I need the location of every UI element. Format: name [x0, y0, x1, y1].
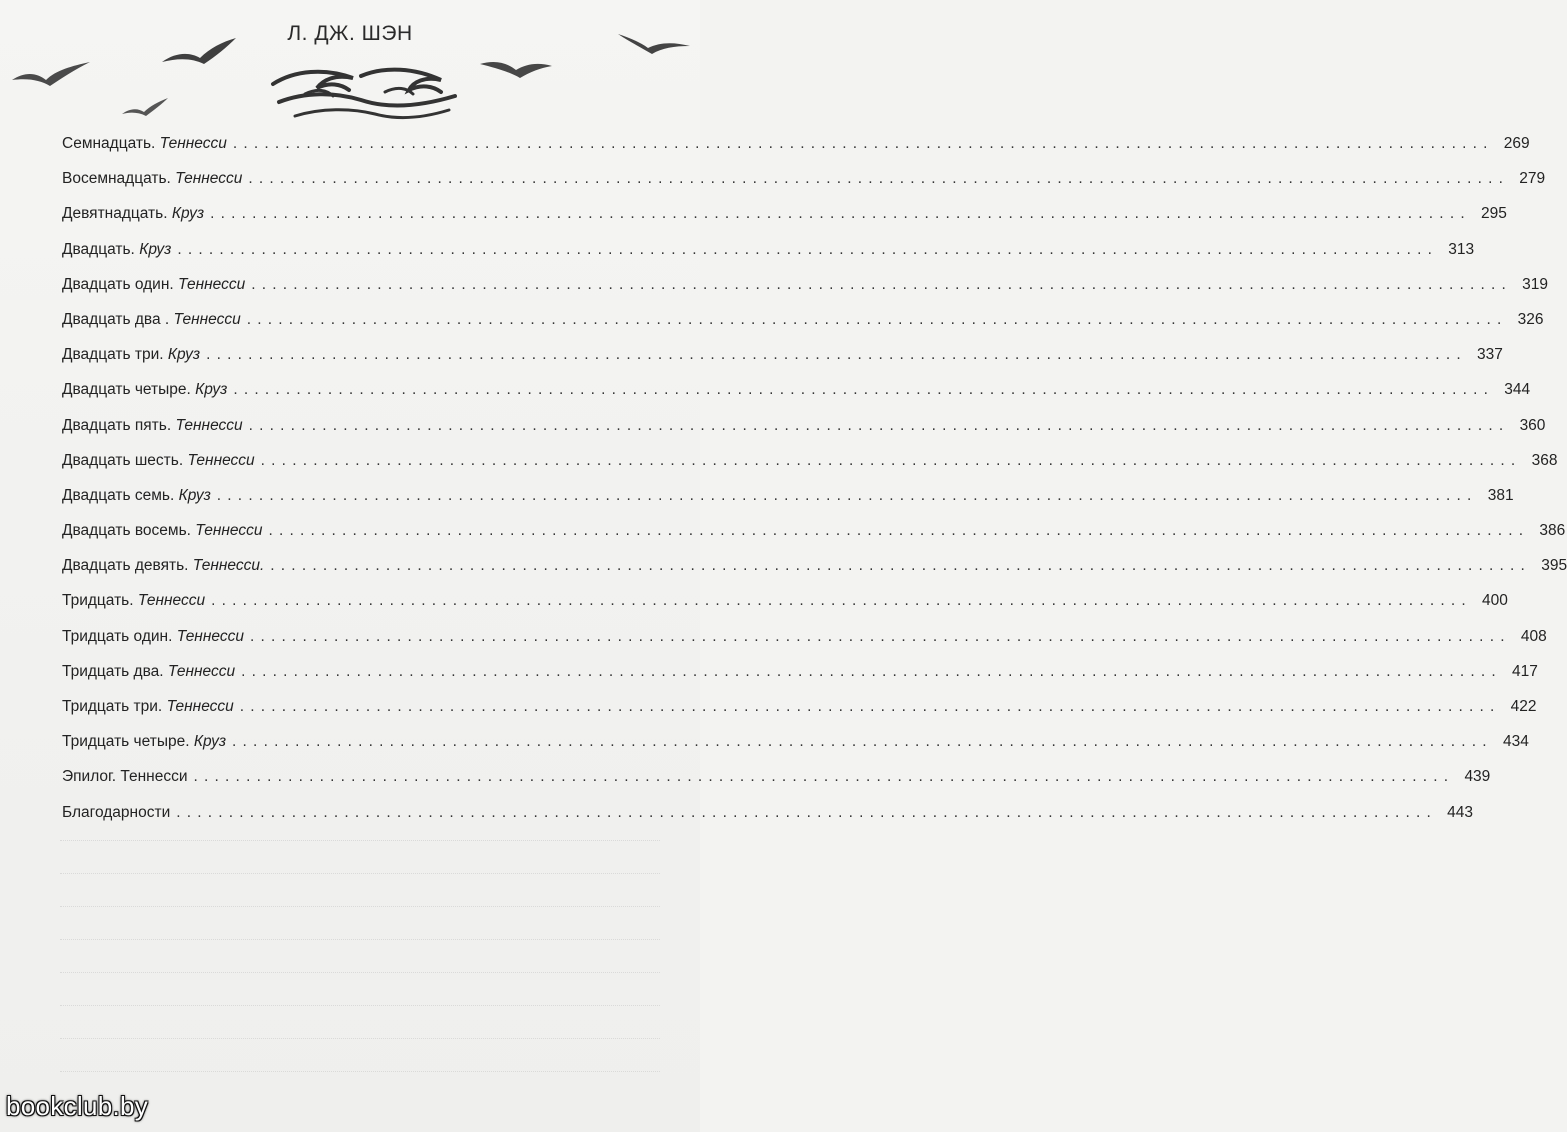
- toc-entry: [62, 343, 1503, 378]
- dot-leader: ........................................................................................................................: [233, 381, 1495, 399]
- dot-leader: ........................................................................................................................: [251, 275, 1513, 293]
- show-through-line: [60, 896, 660, 907]
- toc-entry-title: Двадцать четыре. Круз: [62, 381, 228, 399]
- toc-entry-narrator: Теннесси: [167, 662, 236, 680]
- seagull-icon: [10, 58, 92, 94]
- dot-leader: ........................................................................................................................: [211, 592, 1472, 610]
- toc-entry: [62, 554, 1567, 589]
- toc-entry-page: 386: [1539, 522, 1566, 540]
- toc-entry-title: Тридцать один. Теннесси: [62, 627, 244, 645]
- toc-entry-narrator: Теннесси.: [192, 557, 265, 575]
- toc-entry-page: 368: [1531, 451, 1558, 469]
- toc-entry-page: 344: [1504, 381, 1531, 399]
- toc-entry: [62, 625, 1547, 660]
- show-through-lines: [60, 830, 660, 1072]
- toc-entry-title: Двадцать семь. Круз: [62, 486, 211, 504]
- show-through-line: [60, 962, 660, 973]
- dot-leader: ........................................................................................................................: [248, 416, 1510, 434]
- toc-entry-title: Благодарности: [62, 803, 171, 821]
- dot-leader: ........................................................................................................................: [249, 627, 1511, 645]
- toc-entry-title: Двадцать девять. Теннесси.: [62, 557, 265, 575]
- toc-entry-page: 400: [1481, 592, 1508, 610]
- dot-leader: ........................................................................................................................: [177, 240, 1439, 258]
- toc-entry-page: 422: [1510, 698, 1537, 715]
- toc-entry-page: 360: [1519, 416, 1546, 434]
- toc-entry: [62, 449, 1558, 484]
- toc-entry-title: Двадцать пять. Теннесси: [62, 416, 243, 434]
- toc-entry: [62, 132, 1530, 167]
- dot-leader: ........................................................................................................................: [216, 486, 1478, 504]
- toc-entry-narrator: Круз: [139, 240, 172, 258]
- dot-leader: ........................................................................................................................: [270, 557, 1532, 575]
- dot-leader: ........................................................................................................................: [193, 768, 1455, 786]
- toc-entry: [62, 801, 1474, 836]
- toc-entry-narrator: Теннесси: [195, 522, 263, 540]
- toc-entry-narrator: Теннесси: [178, 275, 246, 293]
- running-header-author: Л. ДЖ. ШЭН: [287, 22, 413, 45]
- toc-entry: [62, 519, 1566, 554]
- toc-entry-title: Восемнадцать. Теннесси: [62, 170, 243, 188]
- toc-entry-narrator: Теннесси: [137, 592, 206, 610]
- toc-entry-narrator: Теннесси: [159, 135, 227, 152]
- toc-entry-page: 408: [1520, 627, 1547, 645]
- dot-leader: ........................................................................................................................: [260, 451, 1522, 469]
- watermark: bookclub.by: [6, 1091, 149, 1121]
- toc-entry-narrator: Круз: [171, 205, 205, 223]
- toc-entry: [62, 414, 1546, 449]
- toc-entry: [62, 730, 1529, 765]
- toc-entry-narrator: Теннесси: [175, 416, 243, 434]
- toc-entry-title: Двадцать два . Теннесси: [62, 310, 241, 328]
- toc-entry: [62, 378, 1531, 413]
- toc-entry-page: 319: [1522, 275, 1549, 293]
- toc-entry-page: 395: [1541, 557, 1567, 575]
- dot-leader: ........................................................................................................................: [239, 698, 1501, 715]
- toc-entry-narrator: Теннесси: [173, 310, 241, 328]
- toc-entry-page: 439: [1464, 768, 1491, 786]
- toc-entry-title: Тридцать три. Теннесси: [62, 698, 234, 715]
- toc-entry-page: 326: [1517, 310, 1544, 328]
- toc-entry-narrator: Круз: [195, 381, 228, 399]
- toc-entry-title: Тридцать четыре. Круз: [62, 733, 227, 751]
- toc-entry: [62, 167, 1546, 202]
- dot-leader: ........................................................................................................................: [241, 662, 1502, 680]
- toc-entry: [62, 202, 1507, 237]
- dot-leader: ........................................................................................................................: [268, 522, 1530, 540]
- toc-entry-title: Двадцать восемь. Теннесси: [62, 522, 263, 540]
- toc-entry-page: 434: [1502, 733, 1529, 751]
- toc-entry-narrator: Теннесси: [175, 170, 243, 188]
- show-through-line: [60, 1028, 660, 1039]
- seagull-icon: [478, 58, 554, 82]
- toc-entry-page: 443: [1447, 803, 1474, 821]
- toc-entry-title: Двадцать один. Теннесси: [62, 275, 246, 293]
- toc-entry-page: 279: [1519, 170, 1546, 188]
- toc-entry-title: Двадцать три. Круз: [62, 346, 201, 364]
- toc-entry: [62, 308, 1544, 343]
- toc-entry-page: 269: [1503, 135, 1530, 152]
- table-of-contents: [62, 132, 1567, 836]
- toc-entry-narrator: Круз: [178, 486, 211, 504]
- toc-entry-narrator: Круз: [167, 346, 201, 364]
- dot-leader: ........................................................................................................................: [176, 803, 1438, 821]
- toc-entry: [62, 238, 1475, 273]
- waves-icon: [265, 62, 470, 124]
- toc-entry-narrator: Теннесси: [176, 627, 244, 645]
- dot-leader: ........................................................................................................................: [246, 310, 1508, 328]
- show-through-line: [60, 995, 660, 1006]
- toc-entry-title: Двадцать шесть. Теннесси: [62, 451, 255, 469]
- toc-entry: [62, 589, 1508, 624]
- toc-entry: [62, 765, 1491, 800]
- toc-entry-page: 295: [1480, 205, 1507, 223]
- dot-leader: ........................................................................................................................: [232, 135, 1494, 152]
- dot-leader: ........................................................................................................................: [210, 205, 1471, 223]
- dot-leader: ........................................................................................................................: [232, 733, 1493, 751]
- toc-entry-narrator: Теннесси: [166, 698, 234, 715]
- toc-entry-title: Тридцать. Теннесси: [62, 592, 206, 610]
- show-through-line: [60, 1061, 660, 1072]
- dot-leader: ........................................................................................................................: [248, 170, 1510, 188]
- toc-entry-page: 381: [1487, 486, 1514, 504]
- toc-entry-title: Семнадцать. Теннесси: [62, 135, 227, 152]
- toc-entry-page: 313: [1448, 240, 1475, 258]
- toc-entry: [62, 484, 1514, 519]
- toc-entry-page: 417: [1512, 662, 1538, 680]
- toc-entry-title: Девятнадцать. Круз: [62, 205, 205, 223]
- show-through-line: [60, 863, 660, 874]
- toc-entry: [62, 273, 1549, 308]
- toc-entry-title: Эпилог. Теннесси: [62, 768, 188, 786]
- toc-entry-page: 337: [1476, 346, 1503, 364]
- toc-entry: [62, 660, 1538, 695]
- toc-entry-narrator: Круз: [193, 733, 227, 751]
- toc-entry-title: Двадцать. Круз: [62, 240, 172, 258]
- toc-entry: [62, 695, 1537, 730]
- toc-entry-title: Тридцать два. Теннесси: [62, 662, 236, 680]
- seagull-icon: [120, 96, 170, 118]
- toc-entry-narrator: Теннесси: [187, 451, 255, 469]
- dot-leader: ........................................................................................................................: [206, 346, 1467, 364]
- show-through-line: [60, 929, 660, 940]
